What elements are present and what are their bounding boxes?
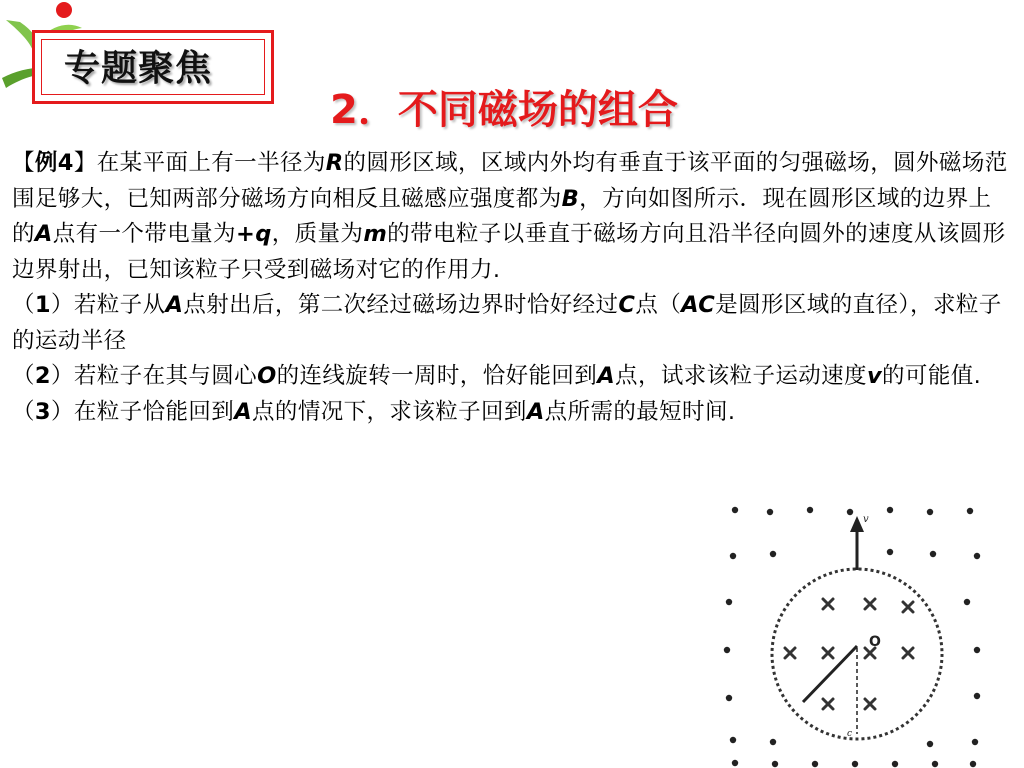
problem-text <box>12 146 1014 430</box>
label-C: c <box>847 729 853 739</box>
question-2: （2）若粒子在其与圆心O的连线旋转一周时，恰好能回到A点，试求该粒子运动速度v的可能值. <box>12 363 982 389</box>
label-O: O <box>869 634 881 650</box>
magnetic-field-diagram <box>715 498 1015 768</box>
question-1: （1）若粒子从A点射出后，第二次经过磁场边界时恰好经过C点（AC是圆形区域的直径），求粒子的运动半径 <box>12 292 1002 354</box>
velocity-arrowhead <box>850 516 864 532</box>
question-3: （3）在粒子恰能回到A点的情况下，求该粒子回到A点所需的最短时间. <box>12 398 736 425</box>
page-title: 2．不同磁场的组合 <box>330 87 678 133</box>
label-v: v <box>863 514 869 525</box>
problem-statement: 【例4】在某平面上有一半径为R的圆形区域，区域内外均有垂直于该平面的匀强磁场，圆外磁场范围足够大，已知两部分磁场方向相反且磁感应强度都为B，方向如图所示．现在圆形区域的边界上的A点有一个带电量为+q，质量为m的带电粒子以垂直于磁场方向且沿半径向圆外的速度从该圆形边界射出，已知该粒子只受到磁场对它的作用力. <box>12 150 1008 283</box>
banner-text: 专题聚焦 <box>64 48 213 89</box>
